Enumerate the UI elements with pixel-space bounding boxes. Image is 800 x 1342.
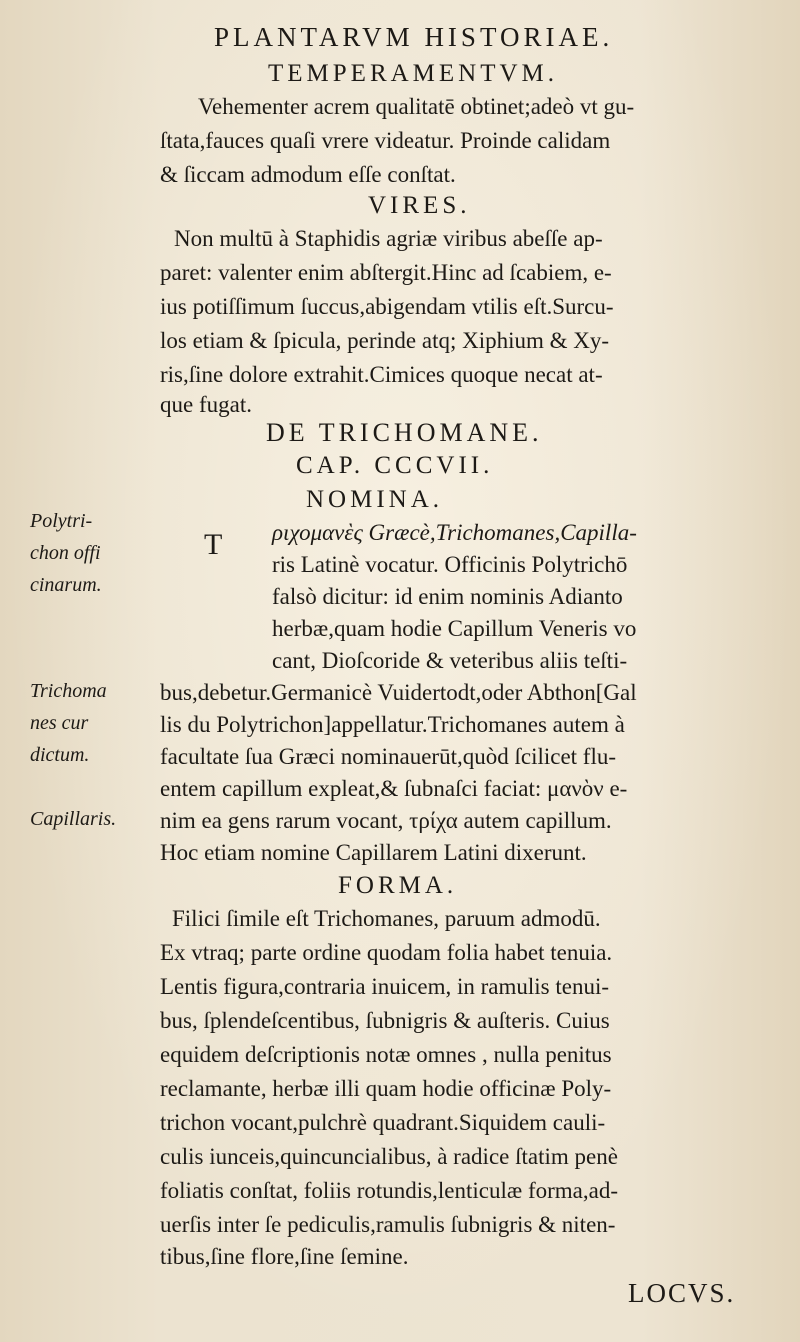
- catchword: LOCVS.: [628, 1278, 736, 1308]
- text-line: trichon vocant,pulchrè quadrant.Siquidem cauli-: [160, 1110, 606, 1135]
- text-line: herbæ,quam hodie Capillum Veneris vo: [272, 616, 637, 641]
- margin-note: cinarum.: [30, 574, 102, 596]
- text-line: Filici ſimile eſt Trichomanes, paruum admodū.: [172, 906, 601, 931]
- chapter-number: CAP. CCCVII.: [296, 452, 494, 479]
- text-line: reclamante, herbæ illi quam hodie officinæ Poly-: [160, 1076, 612, 1101]
- text-line: foliatis conſtat, foliis rotundis,lenticulæ forma,ad-: [160, 1178, 618, 1203]
- heading-forma: FORMA.: [338, 872, 458, 899]
- text-line: bus, ſplendeſcentibus, ſubnigris & auſteris. Cuius: [160, 1008, 610, 1033]
- text-line: tibus,ſine flore,ſine ſemine.: [160, 1244, 409, 1269]
- text-line: lis du Polytrichon]appellatur.Trichomanes autem à: [160, 712, 625, 737]
- text-line: falsò dicitur: id enim nominis Adianto: [272, 584, 623, 609]
- margin-note: nes cur: [30, 712, 89, 734]
- text-line: Lentis figura,contraria inuicem, in ramulis tenui-: [160, 974, 609, 999]
- text-line: culis iunceis,quincuncialibus, à radice ſtatim penè: [160, 1144, 618, 1169]
- text-line: ριχομανὲς Græcè,Trichomanes,Capilla-: [272, 520, 637, 545]
- heading-nomina: NOMINA.: [306, 486, 444, 513]
- margin-note: chon offi: [30, 542, 101, 564]
- running-head: PLANTARVM HISTORIAE.: [214, 22, 614, 52]
- text-line: ius potiſſimum ſuccus,abigendam vtilis eſt.Surcu-: [160, 294, 614, 319]
- text-line: entem capillum expleat,& ſubnaſci faciat: μανὸν e-: [160, 776, 628, 801]
- text-line: Non multū à Staphidis agriæ viribus abeſſe ap-: [174, 226, 603, 251]
- text-line: facultate ſua Græci nominauerūt,quòd ſcilicet flu-: [160, 744, 617, 769]
- text-line: Hoc etiam nomine Capillarem Latini dixerunt.: [160, 840, 587, 865]
- text-line: los etiam & ſpicula, perinde atq; Xiphium & Xy-: [160, 328, 610, 353]
- text-line: ris Latinè vocatur. Officinis Polytrichō: [272, 552, 628, 577]
- drop-cap: T: [204, 528, 223, 561]
- text-line: que fugat.: [160, 392, 252, 417]
- text-line: cant, Dioſcoride & veteribus aliis teſti-: [272, 648, 628, 673]
- text-line: paret: valenter enim abſtergit.Hinc ad ſcabiem, e-: [160, 260, 612, 285]
- text-line: bus,debetur.Germanicè Vuidertodt,oder Abthon[Gal: [160, 680, 637, 705]
- text-line: equidem deſcriptionis notæ omnes , nulla penitus: [160, 1042, 612, 1067]
- heading-temperamentum: TEMPERAMENTVM.: [268, 60, 559, 87]
- text-line: uerſis inter ſe pediculis,ramulis ſubnigris & niten-: [160, 1212, 616, 1237]
- text-line: ſtata,fauces quaſi vrere videatur. Proinde calidam: [160, 128, 611, 153]
- text-line: & ſiccam admodum eſſe conſtat.: [160, 162, 456, 187]
- text-line: nim ea gens rarum vocant, τρίχα autem capillum.: [160, 808, 612, 833]
- text-line: Ex vtraq; parte ordine quodam folia habet tenuia.: [160, 940, 613, 965]
- heading-vires: VIRES.: [368, 192, 471, 219]
- text-line: Vehementer acrem qualitatē obtinet;adeò vt gu-: [198, 94, 635, 119]
- margin-note: dictum.: [30, 744, 90, 766]
- margin-note: Trichoma: [30, 680, 107, 702]
- margin-note: Polytri-: [30, 510, 93, 532]
- chapter-title: DE TRICHOMANE.: [266, 418, 543, 447]
- text-line: ris,ſine dolore extrahit.Cimices quoque necat at-: [160, 362, 603, 387]
- margin-note: Capillaris.: [30, 808, 117, 830]
